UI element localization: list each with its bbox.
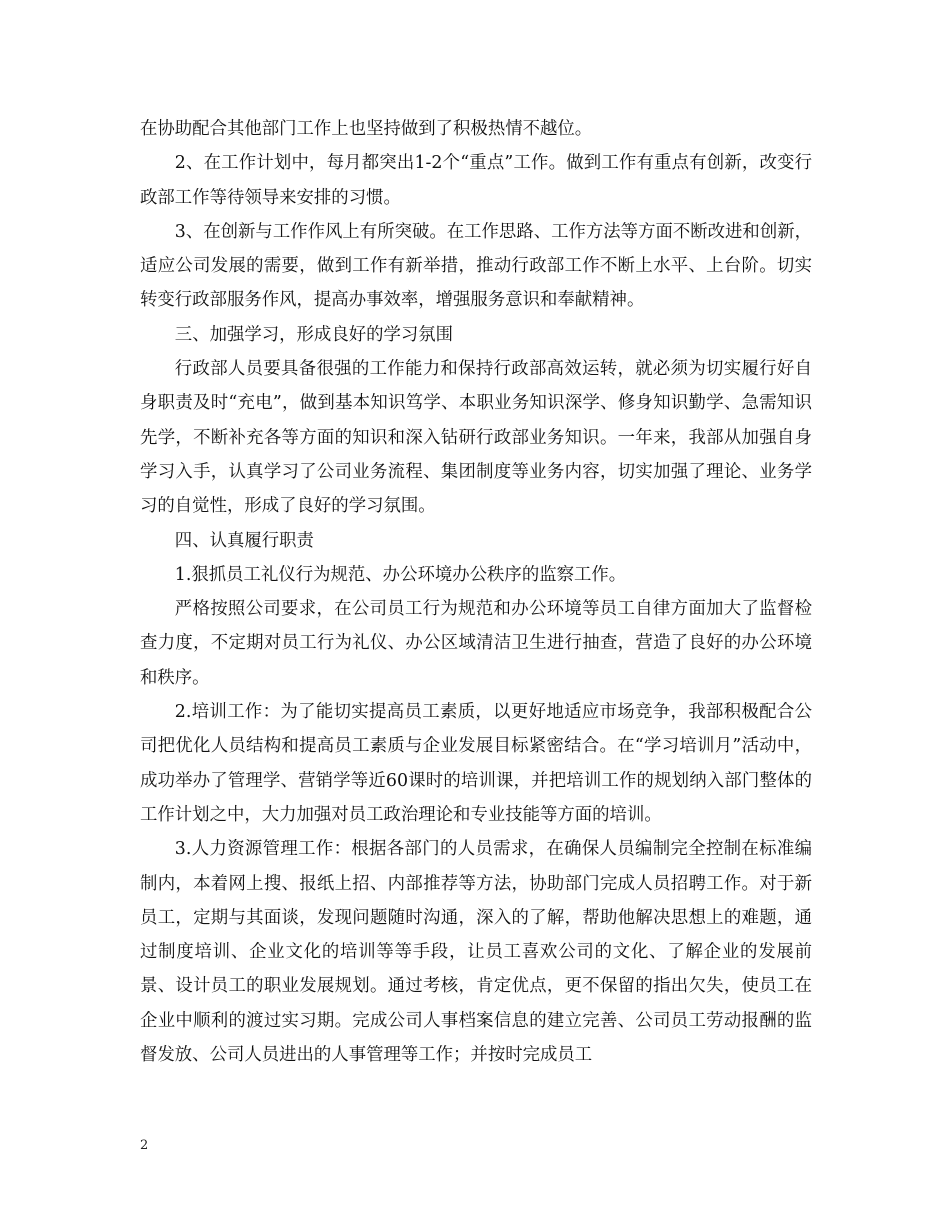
paragraph-etiquette: 严格按照公司要求，在公司员工行为规范和办公环境等员工自律方面加大了监督检查力度，不定期对员工行为礼仪、办公区域清洁卫生进行抽查，营造了良好的办公环境和秩序。 xyxy=(140,599,812,688)
paragraph-innovation: 3、在创新与工作作风上有所突破。在工作思路、工作方法等方面不断改进和创新，适应公司发展的需要，做到工作有新举措，推动行政部工作不断上水平、上台阶。切实转变行政部服务作风，提高办事效率，增强服务意识和奉献精神。 xyxy=(140,221,812,311)
paragraph-work-plan: 2、在工作计划中，每月都突出1-2个“重点”工作。做到工作有重点有创新，改变行政部工作等待领导来安排的习惯。 xyxy=(140,153,812,208)
section-heading-duties: 四、认真履行职责 xyxy=(174,530,314,551)
paragraph-continuation: 在协助配合其他部门工作上也坚持做到了积极热情不越位。 xyxy=(140,119,593,139)
paragraph-study: 行政部人员要具备很强的工作能力和保持行政部高效运转，就必须为切实履行好自身职责及时“充电”，做到基本知识笃学、本职业务知识深学、修身知识勤学、急需知识先学，不断补充各等方面的知识和深入钻研行政部业务知识。一年来，我部从加强自身学习入手，认真学习了公司业务流程、集团制度等业务内容，切实加强了理论、业务学习的自觉性，形成了良好的学习氛围。 xyxy=(140,359,812,517)
section-heading-study: 三、加强学习，形成良好的学习氛围 xyxy=(174,324,454,345)
document-body xyxy=(140,112,812,1072)
page-number: 2 xyxy=(140,1138,149,1153)
paragraph-training: 2.培训工作：为了能切实提高员工素质，以更好地适应市场竞争，我部积极配合公司把优化人员结构和提高员工素质与企业发展目标紧密结合。在“学习培训月”活动中，成功举办了管理学、营销学等近60课时的培训课，并把培训工作的规划纳入部门整体的工作计划之中，大力加强对员工政治理论和专业技能等方面的培训。 xyxy=(140,702,812,825)
paragraph-hr: 3.人力资源管理工作：根据各部门的人员需求，在确保人员编制完全控制在标准编制内，本着网上搜、报纸上招、内部推荐等方法，协助部门完成人员招聘工作。对于新员工，定期与其面谈，发现问题随时沟通，深入的了解，帮助他解决思想上的难题，通过制度培训、企业文化的培训等等手段，让员工喜欢公司的文化、了解企业的发展前景、设计员工的职业发展规划。通过考核，肯定优点，更不保留的指出欠失，使员工在企业中顺利的渡过实习期。完成公司人事档案信息的建立完善、公司员工劳动报酬的监督发放、公司人员进出的人事管理等工作；并按时完成员工 xyxy=(140,839,812,1066)
paragraph-etiquette-title: 1.狠抓员工礼仪行为规范、办公环境办公秩序的监察工作。 xyxy=(174,564,627,585)
